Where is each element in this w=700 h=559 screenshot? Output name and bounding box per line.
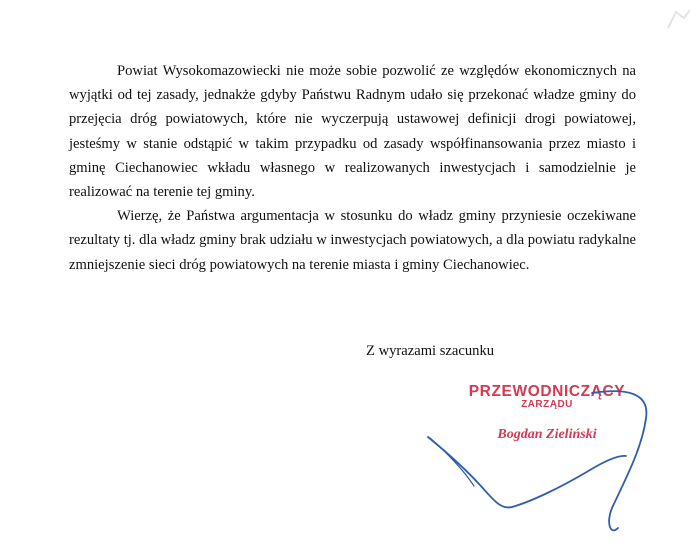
stamp-subtitle: ZARZĄDU	[521, 399, 573, 410]
corner-scan-mark	[664, 6, 694, 34]
stamp-title: PRZEWODNICZĄCY	[468, 383, 626, 400]
closing-phrase: Z wyrazami szacunku	[366, 343, 495, 359]
paragraph-2: Wierzę, że Państwa argumentacja w stosunku do władz gminy przyniesie oczekiwane rezultaty tj. dla władz gminy brak udziału w inwestycjach powiatowych, a dla powiatu radykalne zmniejszenie sieci dróg powiatowych na terenie miasta i gminy Ciechanowiec.	[69, 208, 636, 273]
paragraph-1: Powiat Wysokomazowiecki nie może sobie pozwolić ze względów ekonomicznych na wyjątki od tej zasady, jednakże gdyby Państwu Radnym udało się przekonać władze gminy do przejęcia dróg powiatowych, które nie wyczerpują ustawowej definicji drogi powiatowej, jesteśmy w stanie odstąpić w takim przypadku od zasady współfinansowania przez miasto i gminę Ciechanowiec wkładu własnego w realizowanych inwestycjach i samodzielnie je realizować na terenie tej gminy.	[69, 63, 636, 201]
stamp-name: Bogdan Zieliński	[497, 427, 597, 442]
letter-body	[69, 59, 636, 277]
signature-stamp	[462, 383, 632, 453]
